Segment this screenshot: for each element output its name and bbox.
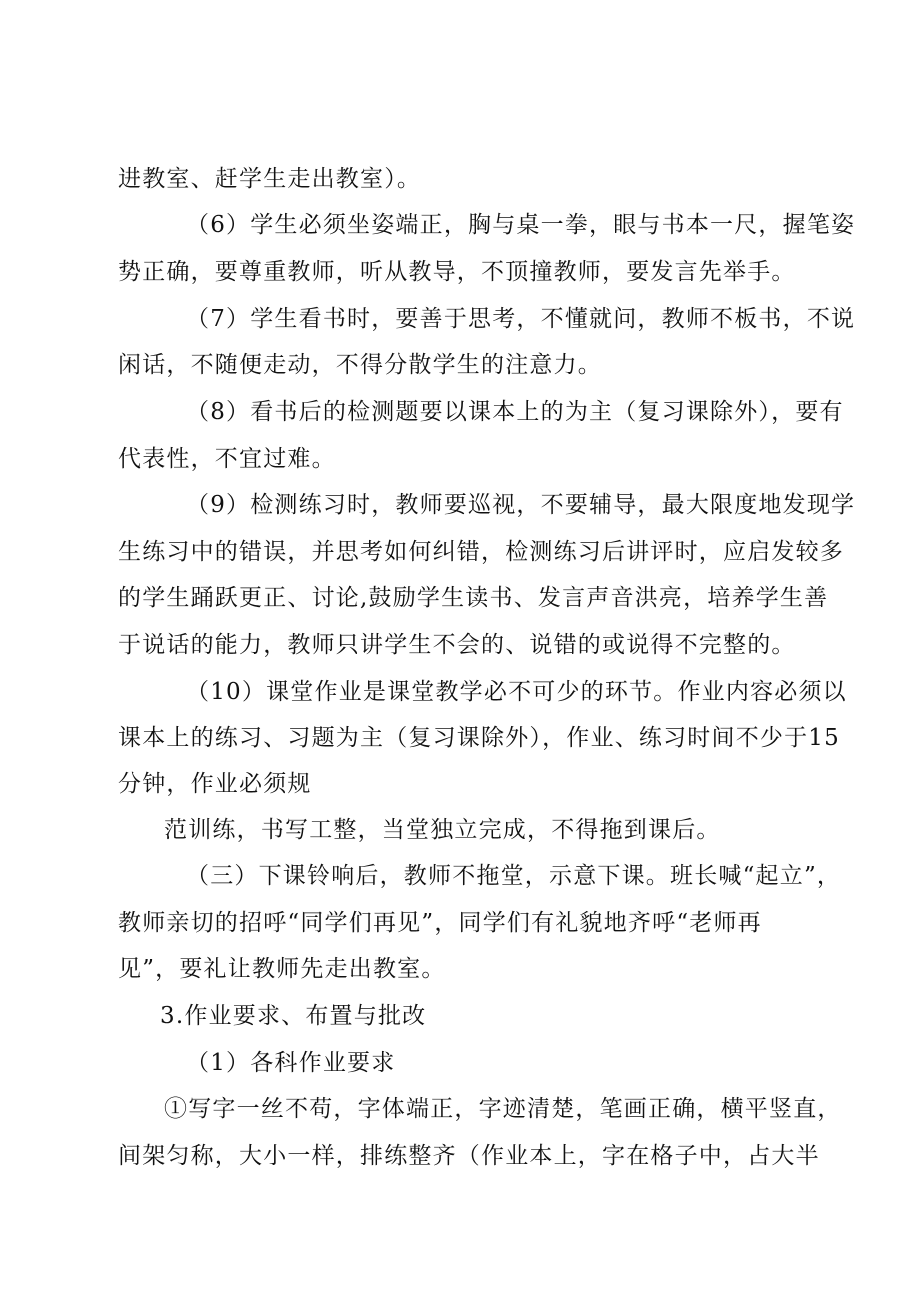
paragraph-6-line-1: （6）学生必须坐姿端正，胸与桌一拳，眼与书本一尺，握笔姿 xyxy=(186,212,856,238)
requirement-1-line-2: 间架匀称，大小一样，排练整齐（作业本上，字在格子中，占大半 xyxy=(118,1143,820,1169)
paragraph-3-line-3: 见”，要礼让教师先走出教室。 xyxy=(118,956,446,982)
paragraph-10-line-1: （10）课堂作业是课堂教学必不可少的环节。作业内容必须以 xyxy=(186,679,847,705)
paragraph-7-line-1: （7）学生看书时，要善于思考，不懂就问，教师不板书，不说 xyxy=(186,306,856,332)
paragraph-9-line-1: （9）检测练习时，教师要巡视，不要辅导，最大限度地发现学 xyxy=(186,492,856,518)
paragraph-10-line-3: 分钟，作业必须规 xyxy=(118,771,312,797)
paragraph-9-line-3: 的学生踊跃更正、讨论,鼓励学生读书、发言声音洪亮，培养学生善 xyxy=(118,585,829,611)
paragraph-7-line-2: 闲话，不随便走动，不得分散学生的注意力。 xyxy=(118,352,602,378)
paragraph-3-line-1: （三）下课铃响后，教师不拖堂，示意下课。班长喊“起立”， xyxy=(186,863,842,889)
paragraph-9-line-2: 生练习中的错误，并思考如何纠错，检测练习后讲评时，应启发较多 xyxy=(118,539,844,565)
paragraph-8-line-2: 代表性，不宜过难。 xyxy=(118,446,336,472)
text-line: 进教室、赶学生走出教室）。 xyxy=(118,166,422,192)
section-heading: 3.作业要求、布置与批改 xyxy=(160,1003,427,1029)
paragraph-9-line-4: 于说话的能力，教师只讲学生不会的、说错的或说得不完整的。 xyxy=(118,632,796,658)
paragraph-8-line-1: （8）看书后的检测题要以课本上的为主（复习课除外），要有 xyxy=(186,399,844,425)
paragraph-6-line-2: 势正确，要尊重教师，听从教导，不顶撞教师，要发言先举手。 xyxy=(118,259,796,285)
requirement-1-line-1: ①写字一丝不苟，字体端正，字迹清楚，笔画正确，横平竖直， xyxy=(164,1096,842,1122)
subsection-heading: （1）各科作业要求 xyxy=(186,1050,396,1076)
paragraph-10-line-4: 范训练，书写工整，当堂独立完成，不得拖到课后。 xyxy=(164,817,721,843)
paragraph-3-line-2: 教师亲切的招呼“同学们再见”，同学们有礼貌地齐呼“老师再 xyxy=(118,910,762,936)
paragraph-10-line-2: 课本上的练习、习题为主（复习课除外），作业、练习时间不少于15 xyxy=(118,725,840,751)
